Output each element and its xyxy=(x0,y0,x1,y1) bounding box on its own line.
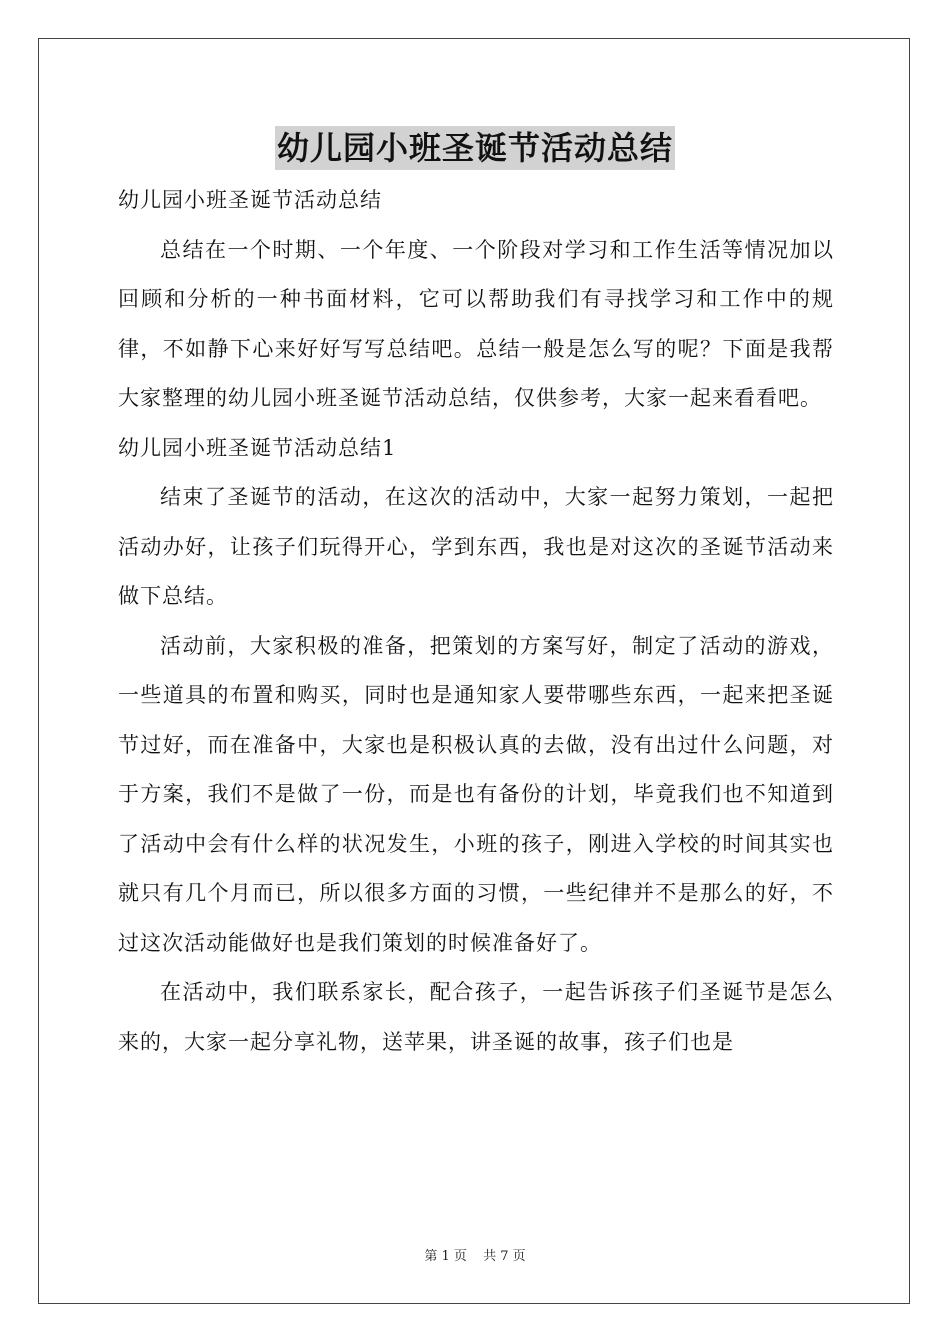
title-container xyxy=(0,126,950,170)
body-paragraph: 在活动中，我们联系家长，配合孩子，一起告诉孩子们圣诞节是怎么来的，大家一起分享礼物，送苹果，讲圣诞的故事，孩子们也是 xyxy=(118,980,834,1054)
page-total: 共 7 页 xyxy=(483,1249,526,1264)
section-heading: 幼儿园小班圣诞节活动总结1 xyxy=(118,435,397,460)
body-paragraph: 结束了圣诞节的活动，在这次的活动中，大家一起努力策划，一起把活动办好，让孩子们玩得开心，学到东西，我也是对这次的圣诞节活动来做下总结。 xyxy=(118,485,834,608)
body-paragraph: 活动前，大家积极的准备，把策划的方案写好，制定了活动的游戏，一些道具的布置和购买，同时也是通知家人要带哪些东西，一起来把圣诞节过好，而在准备中，大家也是积极认真的去做，没有出过什么问题，对于方案，我们不是做了一份，而是也有备份的计划，毕竟我们也不知道到了活动中会有什么样的状况发生，小班的孩子，刚进入学校的时间其实也就只有几个月而已，所以很多方面的习惯，一些纪律并不是那么的好，不过这次活动能做好也是我们策划的时候准备好了。 xyxy=(118,633,834,955)
document-body xyxy=(118,176,834,1067)
page-number: 第 1 页 xyxy=(424,1249,467,1264)
body-paragraph: 总结在一个时期、一个年度、一个阶段对学习和工作生活等情况加以回顾和分析的一种书面材料，它可以帮助我们有寻找学习和工作中的规律，不如静下心来好好写写总结吧。总结一般是怎么写的呢？下面是我帮大家整理的幼儿园小班圣诞节活动总结，仅供参考，大家一起来看看吧。 xyxy=(118,237,834,410)
section-heading: 幼儿园小班圣诞节活动总结 xyxy=(118,188,382,212)
page-footer xyxy=(0,1245,950,1264)
document-title: 幼儿园小班圣诞节活动总结 xyxy=(275,126,675,170)
